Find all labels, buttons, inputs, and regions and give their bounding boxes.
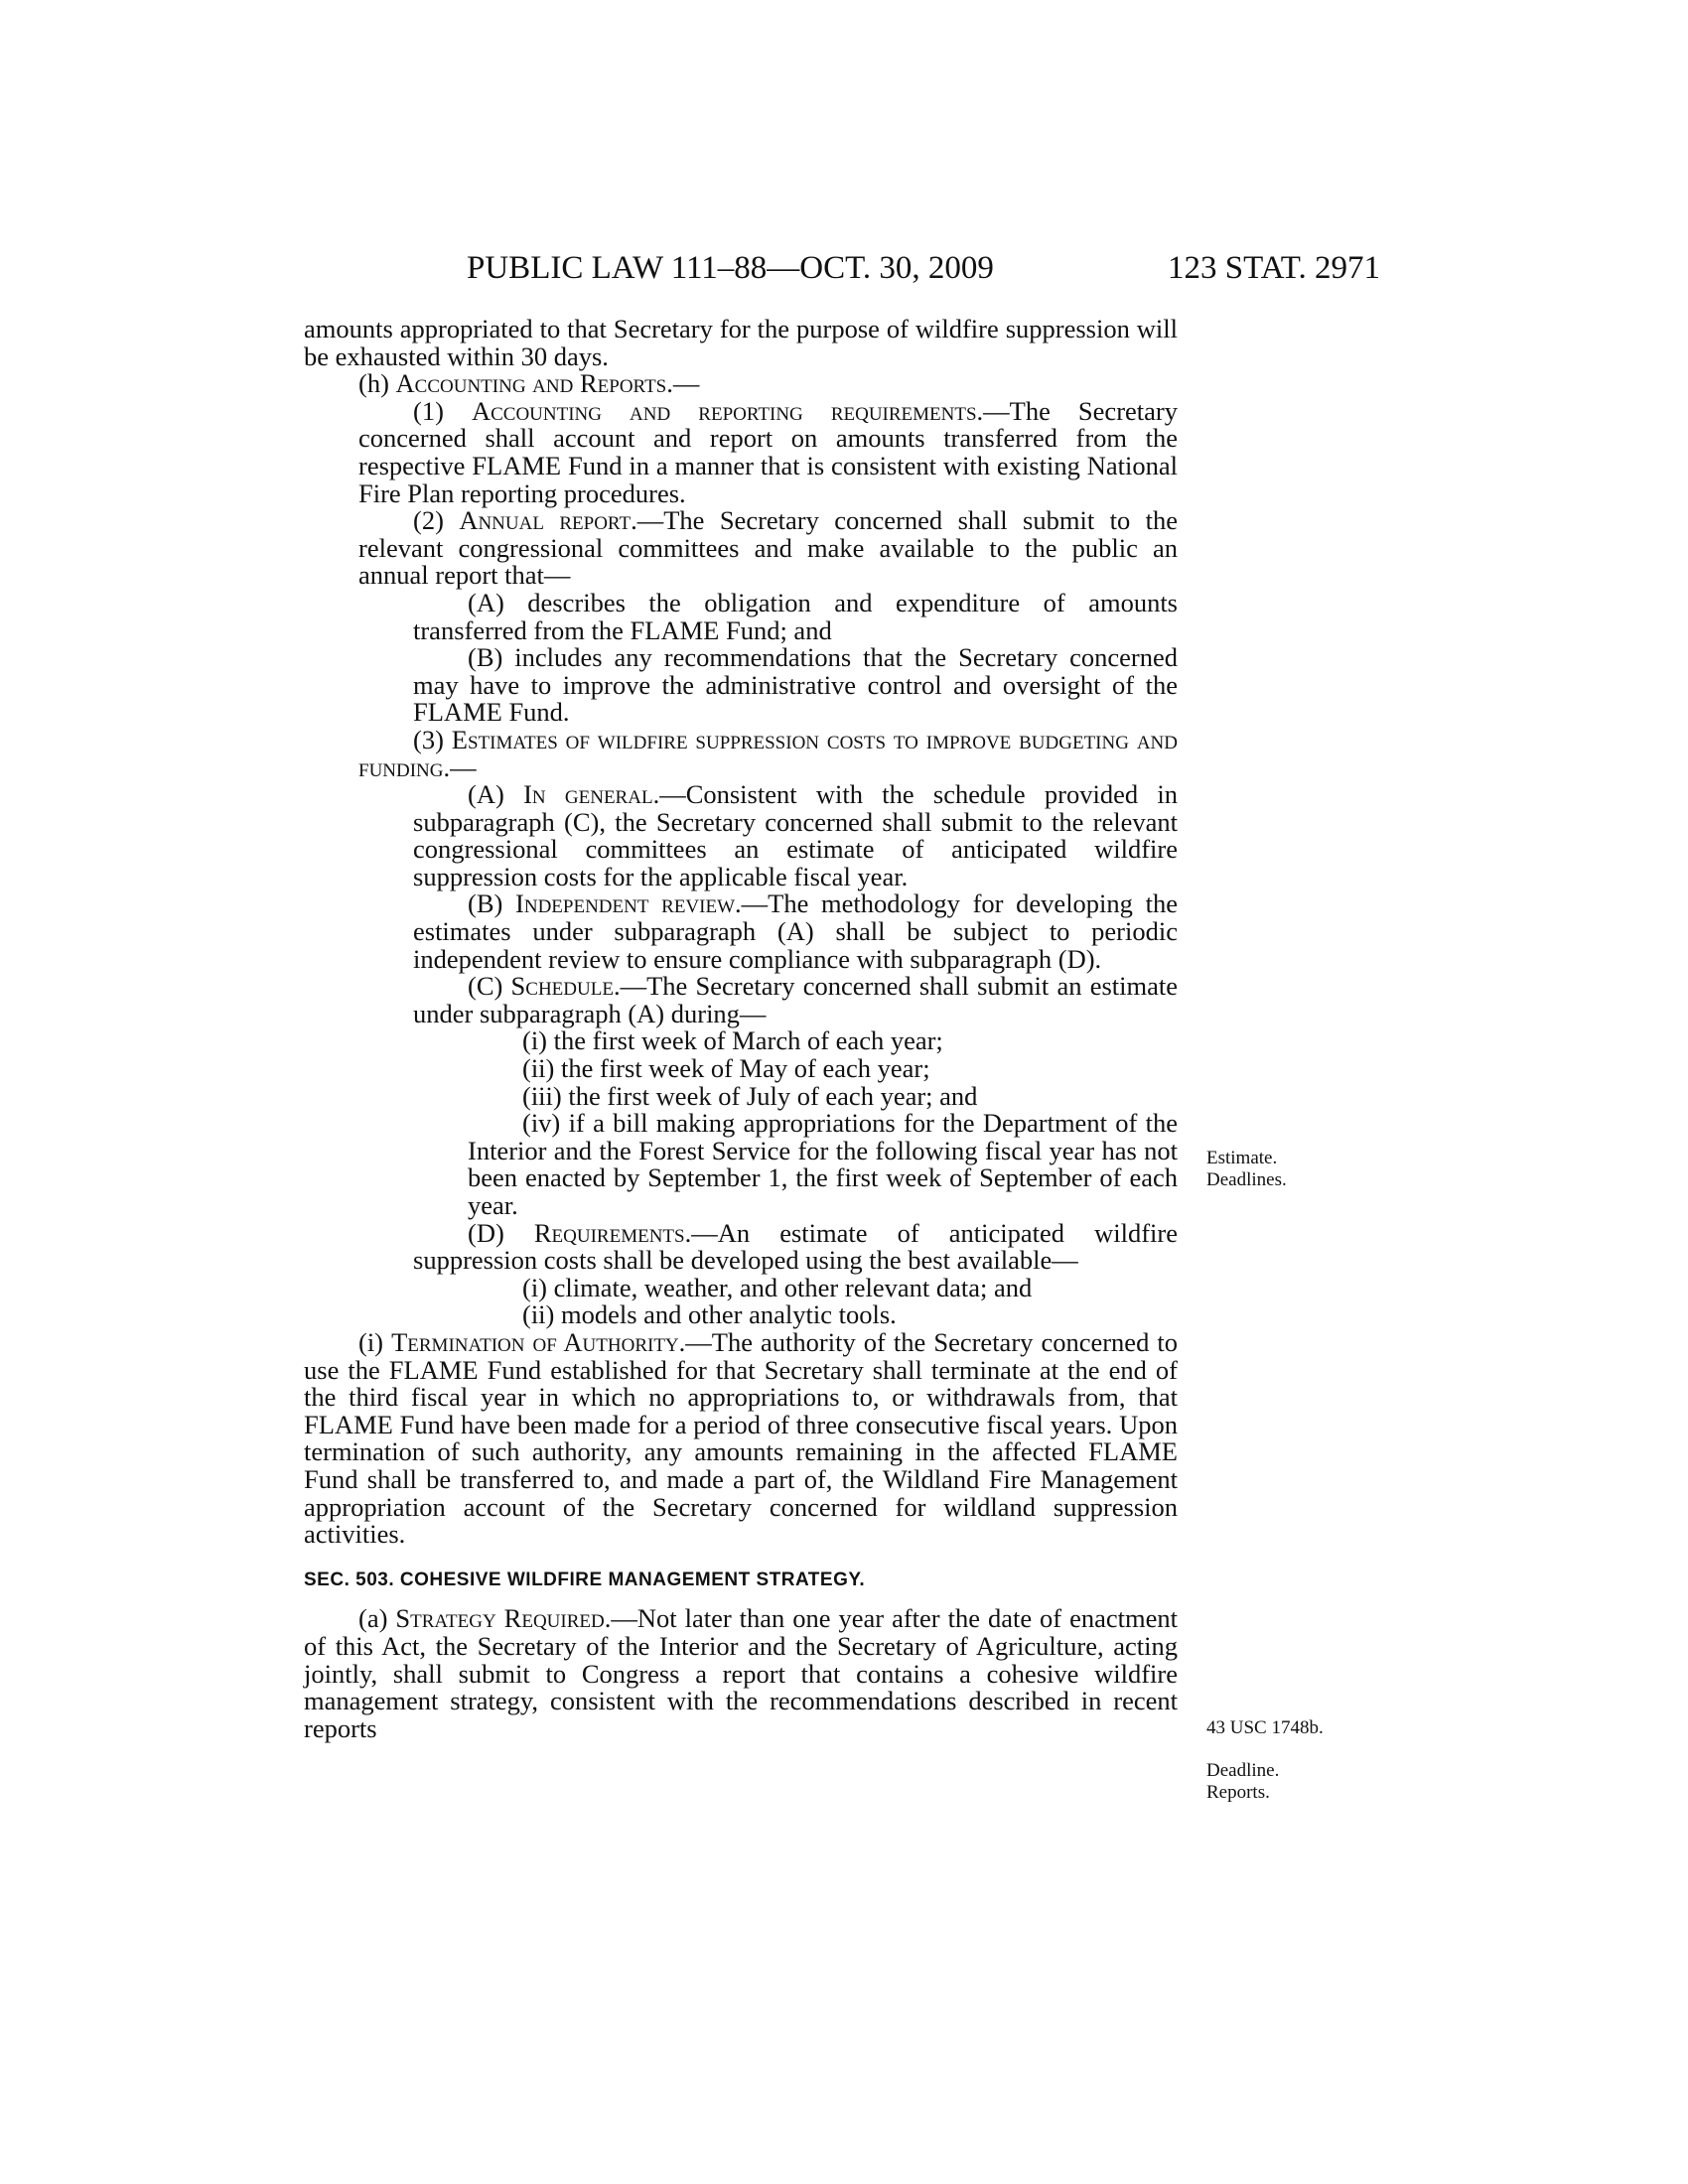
running-head-title: PUBLIC LAW 111–88—OCT. 30, 2009 — [467, 250, 994, 286]
margin-note-deadline: Deadline. Reports. — [1206, 1760, 1280, 1803]
statute-body — [304, 316, 1178, 1742]
subsection-i: (i) Termination of Authority.—The authority of the Secretary concerned to use the FLAME Fund established for that Secretary shall terminate at the end of the third fiscal year in which no appropriations to, or withdrawals from, that FLAME Fund have been made for a period of three consecutive fiscal years. Upon termination of such authority, any amounts remaining in the affected FLAME Fund shall be transferred to, and made a part of, the Wildland Fire Management appropriation account of the Secretary concerned for wildland suppression activities. — [304, 1326, 1178, 1550]
section-heading: SEC. 503. COHESIVE WILDFIRE MANAGEMENT STRATEGY. — [304, 1569, 866, 1590]
subsection-heading: Strategy Required — [395, 1603, 605, 1634]
page-header — [298, 250, 1380, 290]
running-head-page-number: 123 STAT. 2971 — [1167, 250, 1380, 286]
clause-c-iii: (iii) the first week of July of each year; and — [522, 1080, 978, 1111]
paragraph-heading: Estimates of wildfire suppression costs to improve budgeting and funding — [358, 724, 1178, 782]
subsection-heading: Accounting and Reports — [395, 368, 667, 399]
subparagraph-h-3-d: (D) Requirements.—An estimate of anticipated wildfire suppression costs shall be developed using the best available— — [413, 1217, 1178, 1276]
clause-c-i: (i) the first week of March of each year; — [522, 1025, 943, 1056]
subparagraph-heading: Requirements — [533, 1217, 685, 1248]
paragraph-heading: Accounting and reporting requirements — [471, 395, 977, 426]
subparagraph-h-3-a: (A) In general.—Consistent with the schedule provided in subparagraph (C), the Secretary concerned shall submit to the relevant congressional committees an estimate of anticipated wildfire suppression costs for the applicable fiscal year. — [413, 779, 1178, 891]
paragraph-h-2: (2) Annual report.—The Secretary concerned shall submit to the relevant congressional committees and make available to the public an annual report that— — [358, 505, 1178, 591]
subparagraph-h-2-b: (B) includes any recommendations that the Secretary concerned may have to improve the administrative control and oversight of the FLAME Fund. — [413, 642, 1178, 728]
paragraph-heading: Annual report — [459, 505, 632, 536]
clause-d-ii: (ii) models and other analytic tools. — [522, 1299, 897, 1330]
margin-note-usc-citation: 43 USC 1748b. — [1206, 1717, 1324, 1738]
clause-c-iv: (iv) if a bill making appropriations for the Department of the Interior and the Forest Service for the following fiscal year has not been enacted by September 1, the first week of September of each year. — [468, 1108, 1178, 1220]
subparagraph-heading: Independent review — [515, 888, 736, 919]
subsection-h: (h) Accounting and Reports.— — [358, 368, 700, 399]
subsection-a: (a) Strategy Required.—Not later than one year after the date of enactment of this Act, the Secretary of the Interior and the Secretary of Agriculture, acting jointly, shall submit to Congress a report that contains a cohesive wildfire management strategy, consistent with the recommendations described in recent reports — [304, 1603, 1178, 1743]
subparagraph-h-3-c: (C) Schedule.—The Secretary concerned shall submit an estimate under subparagraph (A) during— — [413, 971, 1178, 1028]
paragraph-h-3: (3) Estimates of wildfire suppression costs to improve budgeting and funding.— — [358, 724, 1178, 782]
subparagraph-heading: In general — [523, 779, 653, 810]
clause-c-ii: (ii) the first week of May of each year; — [522, 1053, 930, 1084]
paragraph-h-1: (1) Accounting and reporting requirements.—The Secretary concerned shall account and report on amounts transferred from the respective FLAME Fund in a manner that is consistent with existing National Fire Plan reporting procedures. — [358, 395, 1178, 508]
continued-paragraph: amounts appropriated to that Secretary for the purpose of wildfire suppression will be exhausted within 30 days. — [304, 314, 1178, 371]
subparagraph-heading: Schedule — [510, 971, 614, 1002]
margin-note-estimate: Estimate. Deadlines. — [1206, 1148, 1287, 1190]
subparagraph-h-2-a: (A) describes the obligation and expenditure of amounts transferred from the FLAME Fund; and — [413, 587, 1178, 645]
clause-d-i: (i) climate, weather, and other relevant data; and — [522, 1272, 1033, 1302]
subsection-heading: Termination of Authority — [391, 1326, 679, 1357]
subparagraph-h-3-b: (B) Independent review.—The methodology for developing the estimates under subparagraph (A) shall be subject to periodic independent review to ensure compliance with subparagraph (D). — [413, 888, 1178, 974]
